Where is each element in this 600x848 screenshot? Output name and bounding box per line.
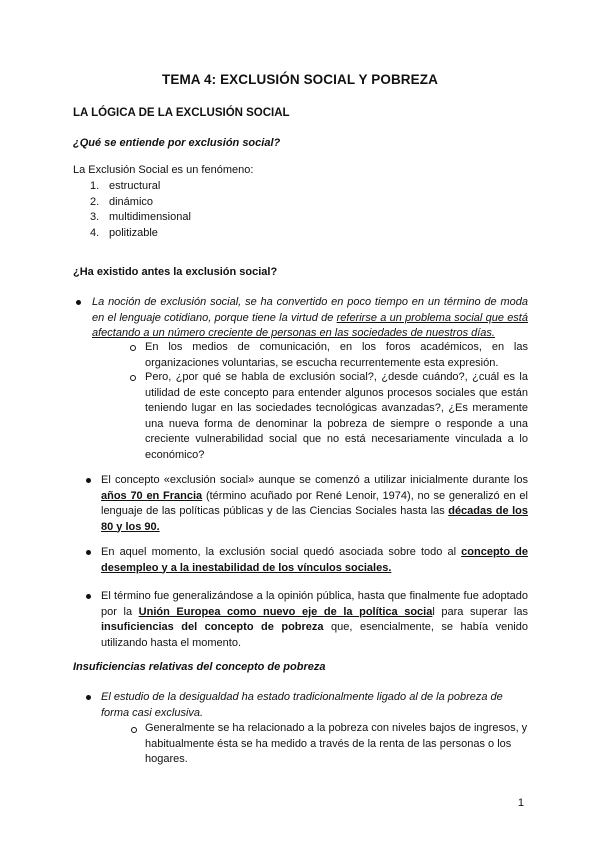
list-item xyxy=(90,195,290,211)
underlined-text: referirse a un problema social que está afectando a un número creciente de personas en las sociedades de nuestros días. xyxy=(92,311,528,339)
paragraph-text: El concepto «exclusión social» aunque se comenzó a utilizar inicialmente durante los xyxy=(101,474,528,486)
paragraph-text: (término acuñado por René Lenoir, 1974), no se generalizó en el lenguaje de las políticas públicas y de las Ciencias Sociales hasta las xyxy=(101,489,528,517)
list-number: 4. xyxy=(90,226,100,239)
bullet-icon xyxy=(86,478,91,483)
sub-bullet-paragraph: Generalmente se ha relacionado a la pobreza con niveles bajos de ingresos, y habitualmente ésta se ha medido a través de la renta de las personas o los hogares. xyxy=(145,722,528,765)
bullet-icon xyxy=(86,550,91,555)
sub-bullet-paragraph: En los medios de comunicación, en los foros académicos, en las organizaciones voluntarias, se escucha recurrentemente esta expresión. xyxy=(145,341,528,369)
circle-bullet-icon xyxy=(131,727,137,733)
paragraph-text: La noción de exclusión social, se ha convertido en poco tiempo en un término de moda en el lenguaje cotidiano, porque tiene la virtud de xyxy=(92,296,528,324)
paragraph-text: En aquel momento, la exclusión social quedó asociada sobre todo al xyxy=(101,546,462,558)
list-item xyxy=(90,179,290,195)
paragraph-text: l para superar las xyxy=(432,605,528,618)
bullet-icon xyxy=(86,695,91,700)
page-title: TEMA 4: EXCLUSIÓN SOCIAL Y POBREZA xyxy=(162,72,438,87)
bullet-paragraph xyxy=(101,545,528,576)
paragraph-text: El término fue generalizándose a la opinión pública, hasta que finalmente fue adoptado por la xyxy=(101,590,528,618)
list-item xyxy=(90,226,290,242)
bullet-paragraph xyxy=(101,589,528,651)
intro-text: La Exclusión Social es un fenómeno: xyxy=(73,164,254,176)
list-item-text: estructural xyxy=(109,180,161,192)
question-heading: ¿Qué se entiende por exclusión social? xyxy=(73,137,281,149)
bullet-icon xyxy=(76,300,81,305)
bullet-icon xyxy=(86,594,91,599)
page-number: 1 xyxy=(517,797,524,809)
list-number: 3. xyxy=(90,211,100,223)
bold-underlined-text: concepto de desempleo y a la inestabilidad de los vínculos sociales. xyxy=(101,546,528,574)
bullet-paragraph xyxy=(101,473,528,535)
bullet-paragraph: El estudio de la desigualdad ha estado tradicionalmente ligado al de la pobreza de forma casi exclusiva. xyxy=(101,691,503,719)
bold-underlined-text: años 70 en Francia xyxy=(101,489,203,502)
section-heading: LA LÓGICA DE LA EXCLUSIÓN SOCIAL xyxy=(73,107,290,119)
list-number: 1. xyxy=(90,180,100,192)
numbered-list xyxy=(90,179,290,241)
bold-text: insuficiencias del concepto de pobreza xyxy=(101,621,324,633)
circle-bullet-icon xyxy=(130,375,136,381)
paragraph-text: que, esencialmente, se había venido utilizando hasta el momento. xyxy=(101,621,528,649)
subsection-heading: Insuficiencias relativas del concepto de pobreza xyxy=(73,661,326,673)
list-item xyxy=(90,210,290,226)
list-item-text: dinámico xyxy=(109,195,154,208)
question-heading: ¿Ha existido antes la exclusión social? xyxy=(73,266,278,278)
bullet-paragraph xyxy=(92,295,528,342)
list-item-text: multidimensional xyxy=(109,211,191,223)
circle-bullet-icon xyxy=(130,345,136,351)
bold-underlined-text: décadas de los 80 y los 90. xyxy=(101,505,528,533)
sub-bullet-paragraph: Pero, ¿por qué se habla de exclusión social?, ¿desde cuándo?, ¿cuál es la utilidad de este concepto para entender algunos procesos sociales que están teniendo lugar en las sociedades tecnológicas avanzadas?, ¿Es meramente una nueva forma de denominar la pobreza de siempre o responde a una creciente vulnerabilidad social que no está necesariamente vinculada a lo económico? xyxy=(145,371,528,461)
bold-underlined-text: Unión Europea como nuevo eje de la política socia xyxy=(138,605,433,618)
list-number: 2. xyxy=(90,195,100,208)
list-item-text: politizable xyxy=(109,226,158,239)
